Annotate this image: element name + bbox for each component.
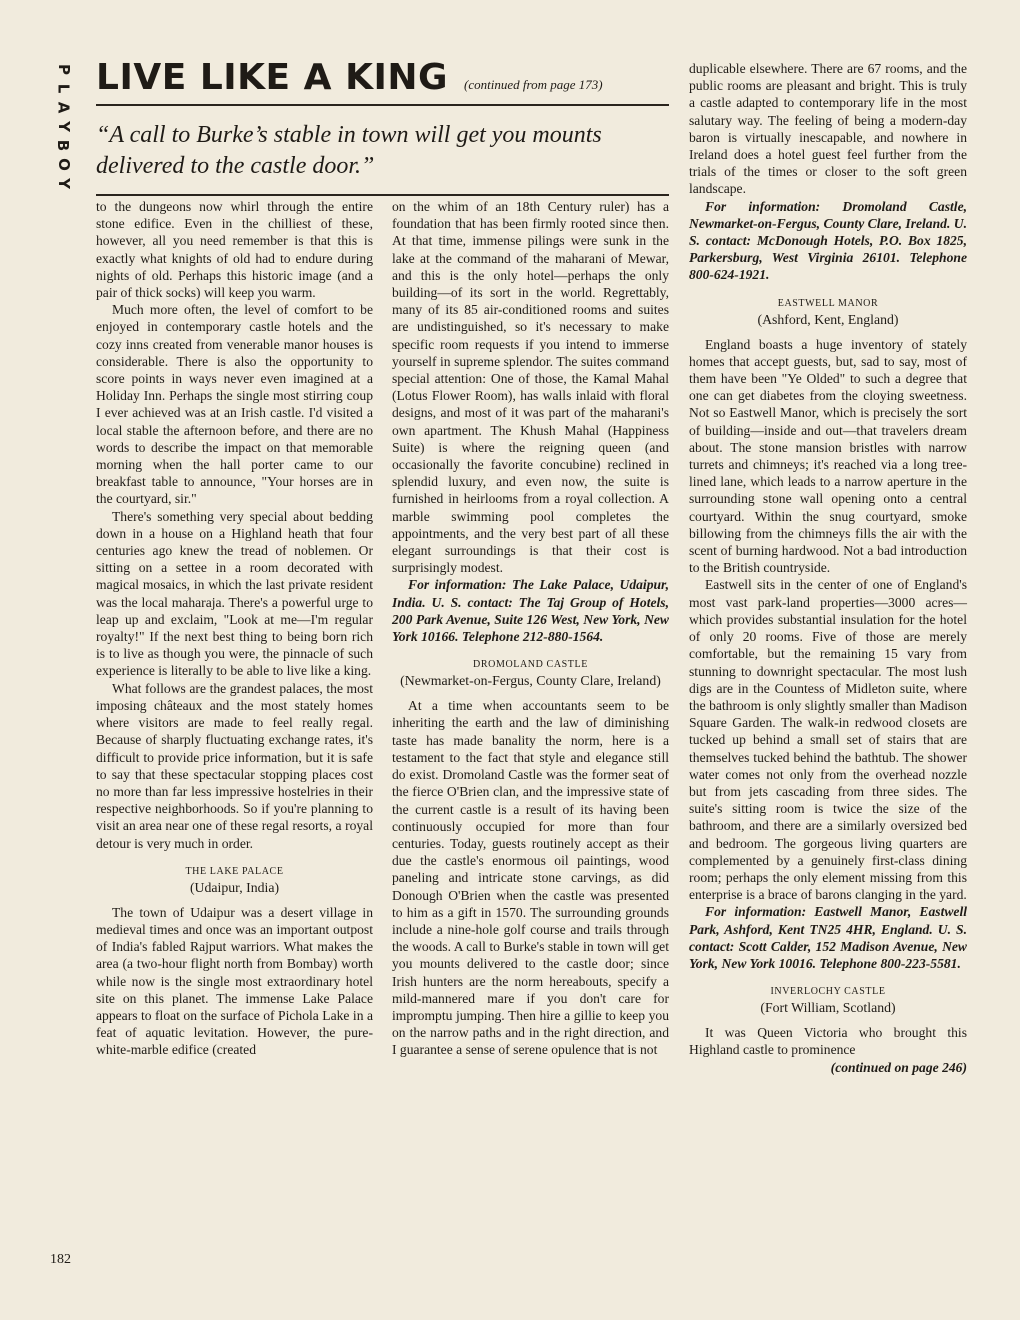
hotel-location: (Fort William, Scotland) [760,1000,896,1016]
text-column-3 [689,60,967,1076]
hotel-name: INVERLOCHY CASTLE [770,986,886,998]
hotel-name: EASTWELL MANOR [777,297,879,309]
body-paragraph: to the dungeons now whirl through the entire stone edifice. Even in the chilliest of these, however, all you need remember is that this is exactly what knights of old had to endure during nights of old. Perhaps this historic image (and a pair of thick socks) will keep you warm. [96,199,373,301]
body-paragraph: duplicable elsewhere. There are 67 rooms, and the public rooms are pleasant and bright. This is truly a castle adapted to contemporary life in the most salutary way. The feeling of being a modern-day baron is virtually inescapable, and nowhere in Ireland does a hotel guest feel further from the trials of the times or closer to the soft green landscape. [689,61,967,197]
hotel-name: DROMOLAND CASTLE [473,659,588,671]
masthead-letter: L [54,83,73,94]
contact-info: For information: The Lake Palace, Udaipur, India. U. S. contact: The Taj Group of Hotels, 200 Park Avenue, Suite 126 West, New York, New York 10166. Telephone 212-880-1564. [392,577,669,645]
masthead-letter: P [54,64,73,75]
body-paragraph: At a time when accountants seem to be inheriting the earth and the law of diminishing taste has made banality the norm, here is a testament to the fact that style and elegance still do exist. Dromoland Castle was the former seat of the fierce O'Brien clan, and the impressive state of the current castle is a result of its having been continuously occupied for more than four centuries. Today, guests routinely accept as their due the castle's enormous oil paintings, wood paneling and intricate stone carvings, as did Donough O'Brien when the castle was presented to him as a gift in 1570. The surrounding grounds include a nine-hole golf course and trails through the woods. A call to Burke's stable in town will get you mounts delivered to the castle door; since Irish hunters are the norm hereabouts, specify a mild-mannered mare if you don't care for impromptu jumping. Then hire a gillie to keep you on the narrow paths and in the right direction, and I guarantee a sense of serene opulence that is not [392,698,669,1058]
text-column-1 [96,198,373,1059]
body-paragraph: Much more often, the level of comfort to be enjoyed in contemporary castle hotels and the cozy inns created from venerable manor houses is considerable. There is also the opportunity to score points in ways never even imagined at a Holiday Inn. Perhaps the single most stirring coup I ever achieved was at an Irish castle. I'd visited a local stable the afternoon before, and there are no words to describe the impact on that memorable morning when the hall porter came to our breakfast table to announce, "Your horses are in the courtyard, sir." [96,302,373,507]
text-column-2 [392,198,669,1059]
hotel-name: THE LAKE PALACE [185,865,284,877]
section-heading-dromoland [392,657,669,689]
body-paragraph: England boasts a huge inventory of stately homes that accept guests, but, sad to say, most of them have been "Ye Olded" to such a degree that one can get diabetes from the cloying sweetness. Not so Eastwell Manor, which is precisely the sort of building—inside and out—that travelers dream about. The stone mansion bristles with narrow turrets and chimneys; it's reached via a long tree-lined lane, which leads to a narrow aperture in the surrounding stone wall opening onto a central courtyard. Within the snug courtyard, smoke billowing from the chimneys fills the air with the scent of burning hardwood. Not a bad introduction to the British countryside. [689,336,967,576]
article-headline: LIVE LIKE A KING [96,57,449,98]
contact-info: For information: Dromoland Castle, Newmarket-on-Fergus, County Clare, Ireland. U. S. contact: McDonough Hotels, P.O. Box 1825, Parkersburg, West Virginia 26101. Telephone 800-624-1921. [689,198,967,283]
masthead-letter: O [54,158,73,171]
article-header [96,58,669,196]
section-heading-inverlochy [689,984,967,1016]
section-heading-lake-palace [96,864,373,896]
hotel-location: (Ashford, Kent, England) [757,311,899,327]
header-rule [96,104,669,106]
pull-quote: “A call to Burke’s stable in town will get you mounts delivered to the castle door.” [96,122,602,179]
magazine-masthead-vertical [50,60,76,193]
body-paragraph: What follows are the grandest palaces, the most imposing châteaux and the most stately homes where visitors are made to feel really regal. Because of sharply fluctuating exchange rates, it's difficult to provide price information, but it is safe to say that these spectacular stopping places cost no more than far less impressive hostelries in their respective neighborhoods. So if you're planning to visit an area near one of these regal resorts, a royal detour is very much in order. [96,680,373,851]
hotel-location: (Udaipur, India) [189,879,280,895]
body-paragraph: There's something very special about bedding down in a house on a Highland heath that four centuries ago knew the tread of noblemen. Or sitting on a settee in a room decorated with magical mosaics, in which the last private resident was the local maharaja. There's a powerful urge to leap up and exclaim, "Look at me—I'm regular royalty!" If the next best thing to being born rich is to live as though you were, the pinnacle of such experience is literally to be able to live like a king. [96,508,373,679]
continued-on-note: (continued on page 246) [830,1059,967,1075]
masthead-letter: Y [54,178,73,189]
body-paragraph: Eastwell sits in the center of one of England's most vast park-land properties—3000 acres—which provides substantial insulation for the hotel of only 20 rooms. Five of those are merely comfortable, but the remaining 15 vary from stunning to downright spectacular. The most lush digs are in the Countess of Midleton suite, where the bathroom is only slightly smaller than Madison Square Garden. The walk-in redwood closets are tucked up behind a small set of stairs that are themselves tucked behind the bathtub. The shower water comes not only from the overhead nozzle but from jets cascading from three sides. The suite's sitting room is twice the size of the bathroom, and there are a similarly oversized bed and bedroom. The gorgeous living quarters are complemented by a genuinely first-class dining room; perhaps the only element missing from this enterprise is a brace of barons clanging in the yard. [689,577,967,903]
body-paragraph: on the whim of an 18th Century ruler) has a foundation that has been firmly rooted since then. At that time, immense pilings were sunk in the lake at the command of the maharani of Mewar, and this is the only hotel—perhaps the only building—of its sort in the world. Regrettably, many of its 85 air-conditioned rooms and suites are undistinguished, so it's necessary to make specific room requests if you intend to immerse yourself in supreme splendor. The suites command special attention: One of those, the Kamal Mahal (Lotus Flower Room), has walls inlaid with floral designs, and most of it was part of the maharani's own apartment. The Khush Mahal (Happiness Suite) is where the reigning queen (and occasionally the favorite concubine) reclined in splendid luxury, and even now, the suite is furnished in heirlooms from a royal collection. A marble swimming pool completes the appointments, and the very best part of all these elegant surroundings is that their cost is surprisingly modest. [392,199,669,576]
masthead-letter: B [54,139,73,152]
section-heading-eastwell [689,296,967,328]
page-number: 182 [50,1252,71,1267]
body-paragraph: It was Queen Victoria who brought this Highland castle to prominence [689,1025,967,1058]
contact-info: For information: Eastwell Manor, Eastwell Park, Ashford, Kent TN25 4HR, England. U. S. contact: Scott Calder, 152 Madison Avenue, New York, New York 10016. Telephone 800-223-5581. [689,904,967,971]
hotel-location: (Newmarket-on-Fergus, County Clare, Ireland) [400,673,661,689]
continued-from-note: (continued from page 173) [464,77,603,92]
masthead-letter: Y [54,121,73,132]
masthead-letter: A [54,101,73,114]
pull-quote-rule [96,194,669,196]
body-paragraph: The town of Udaipur was a desert village in medieval times and once was an important outpost of India's fabled Rajput warriors. What makes the area (a two-hour flight north from Bombay) worth while now is the single most extraordinary hotel site on this planet. The immense Lake Palace appears to float on the surface of Pichola Lake in a feat of aquatic levitation. However, the pure-white-marble edifice (created [96,904,373,1058]
